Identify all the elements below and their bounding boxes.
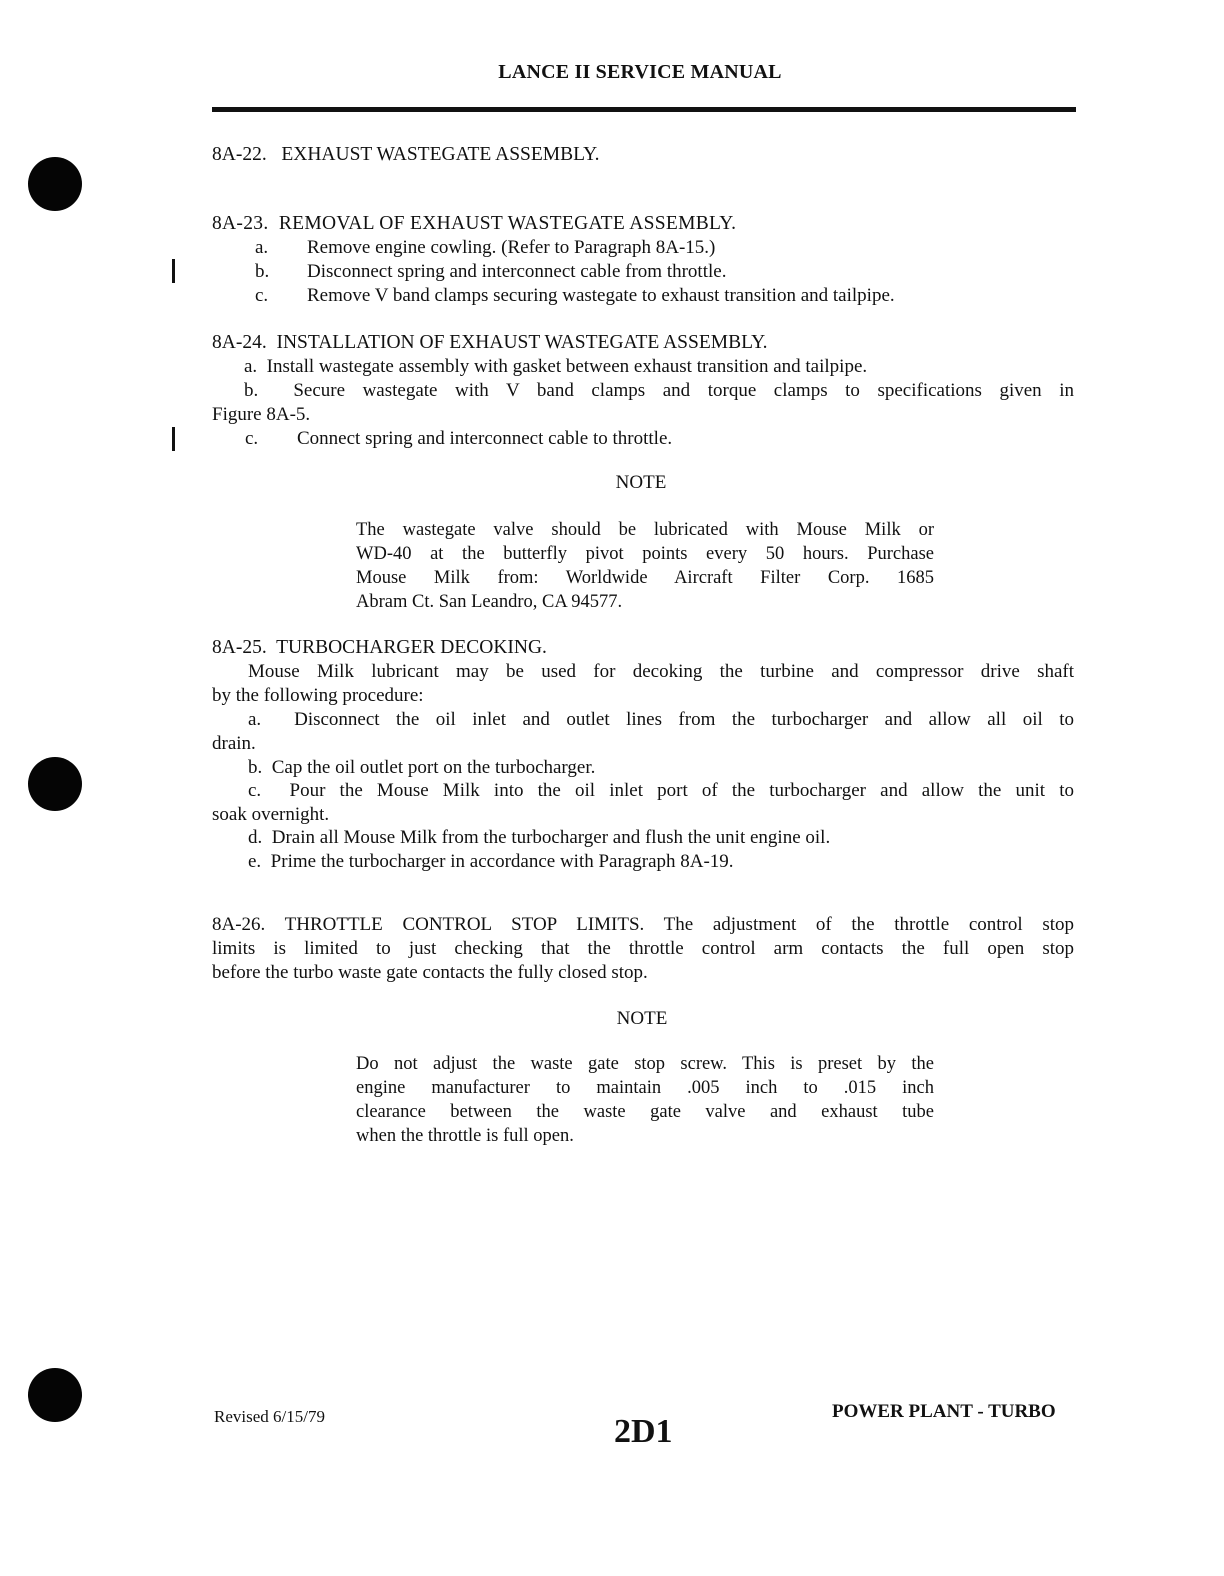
section-heading-8a-24: 8A-24. INSTALLATION OF EXHAUST WASTEGATE ASSEMBLY.: [212, 332, 768, 353]
note-line: when the throttle is full open.: [356, 1126, 574, 1146]
list-item-text: Remove engine cowling. (Refer to Paragraph 8A-15.): [307, 237, 716, 258]
revision-date: Revised 6/15/79: [214, 1407, 325, 1426]
step-d: d. Drain all Mouse Milk from the turbocharger and flush the unit engine oil.: [248, 827, 831, 848]
binder-hole-top: [28, 157, 82, 211]
step-b: b. Cap the oil outlet port on the turbocharger.: [248, 757, 596, 778]
list-item-text: Disconnect spring and interconnect cable from throttle.: [307, 261, 727, 282]
section-heading-8a-25: 8A-25. TURBOCHARGER DECOKING.: [212, 637, 547, 658]
step-c-line1: c. Pour the Mouse Milk into the oil inlet port of the turbocharger and allow the unit to: [248, 780, 1074, 801]
step-b-line2: Figure 8A-5.: [212, 404, 311, 425]
list-item: [255, 284, 895, 308]
note-line: The wastegate valve should be lubricated with Mouse Milk or: [356, 520, 934, 540]
header-rule: [212, 107, 1076, 112]
note-line: WD-40 at the butterfly pivot points every 50 hours. Purchase: [356, 544, 934, 564]
step-a-line1: a. Disconnect the oil inlet and outlet lines from the turbocharger and allow all oil to: [248, 709, 1074, 730]
binder-hole-bottom: [28, 1368, 82, 1422]
list-item-text: Connect spring and interconnect cable to throttle.: [297, 428, 673, 449]
note-body: [356, 518, 934, 614]
step-a-line2: drain.: [212, 733, 256, 754]
binder-hole-middle: [28, 757, 82, 811]
list-item-label: c.: [255, 285, 269, 306]
paragraph-8a-26-line2: limits is limited to just checking that the throttle control arm contacts the full open stop: [212, 938, 1074, 959]
note-title: NOTE: [615, 472, 667, 493]
list-item-label: b.: [255, 261, 270, 282]
page-header-title: LANCE II SERVICE MANUAL: [498, 61, 782, 83]
list-item: [245, 427, 672, 451]
step-e: e. Prime the turbocharger in accordance with Paragraph 8A-19.: [248, 851, 734, 872]
note-line: Mouse Milk from: Worldwide Aircraft Filter Corp. 1685: [356, 568, 934, 588]
page-number: 2D1: [614, 1413, 673, 1450]
note-line: Abram Ct. San Leandro, CA 94577.: [356, 592, 623, 612]
note-line: Do not adjust the waste gate stop screw. This is preset by the: [356, 1054, 934, 1074]
step-b-line1: b. Secure wastegate with V band clamps and torque clamps to specifications given in: [244, 380, 1074, 401]
list-item-text: Remove V band clamps securing wastegate to exhaust transition and tailpipe.: [307, 285, 895, 306]
paragraph-line: Mouse Milk lubricant may be used for decoking the turbine and compressor drive shaft: [248, 661, 1074, 682]
paragraph-line: by the following procedure:: [212, 685, 424, 706]
note-body: [356, 1052, 934, 1148]
note-line: clearance between the waste gate valve and exhaust tube: [356, 1102, 934, 1122]
paragraph-8a-26-line1: 8A-26. THROTTLE CONTROL STOP LIMITS. The adjustment of the throttle control stop: [212, 914, 1074, 935]
change-bar: [172, 427, 175, 451]
list-item: [255, 236, 715, 260]
section-footer: POWER PLANT - TURBO: [832, 1401, 1056, 1422]
note-title: NOTE: [616, 1008, 668, 1029]
step-a: a. Install wastegate assembly with gasket between exhaust transition and tailpipe.: [244, 356, 868, 377]
section-heading-8a-23: 8A-23. REMOVAL OF EXHAUST WASTEGATE ASSEMBLY.: [212, 213, 737, 234]
list-item-label: a.: [255, 237, 269, 258]
change-bar: [172, 259, 175, 283]
paragraph-8a-26-line3: before the turbo waste gate contacts the fully closed stop.: [212, 962, 648, 983]
step-c-line2: soak overnight.: [212, 804, 330, 825]
list-item-label: c.: [245, 428, 259, 449]
list-item: [255, 260, 726, 284]
note-line: engine manufacturer to maintain .005 inch to .015 inch: [356, 1078, 934, 1098]
section-heading-8a-22: 8A-22. EXHAUST WASTEGATE ASSEMBLY.: [212, 144, 600, 165]
